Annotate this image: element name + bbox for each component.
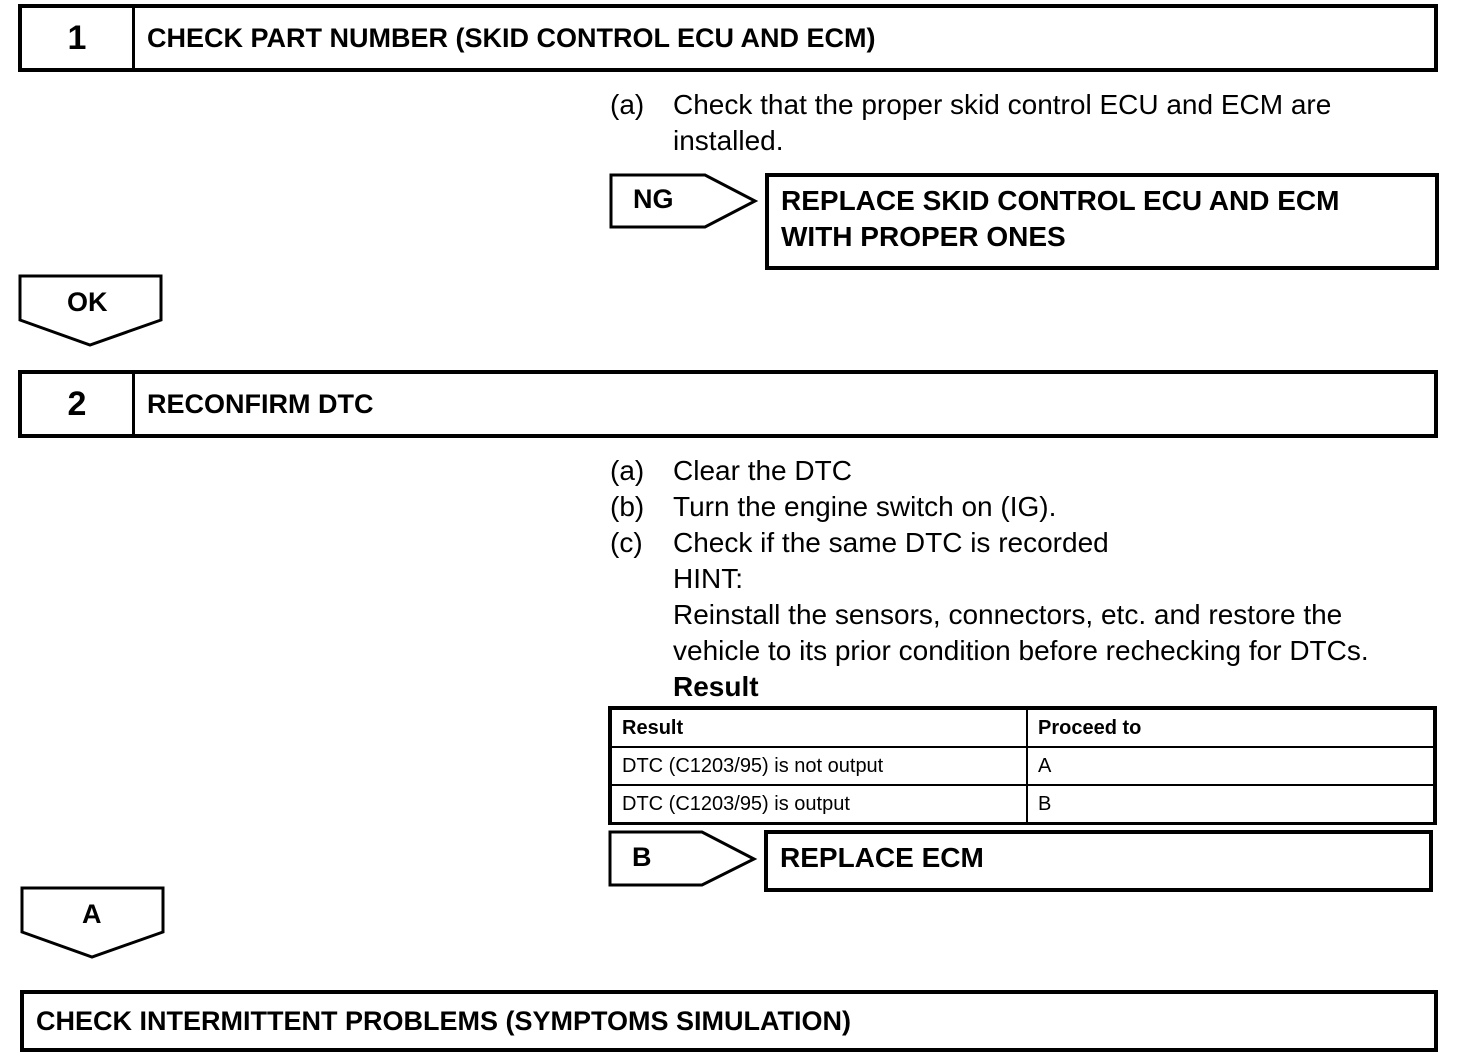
- instruction-label-a: (a): [610, 455, 645, 486]
- step-1-header: [18, 4, 1438, 72]
- instruction-label-c: (c): [610, 527, 643, 558]
- table-header-result: Result: [611, 709, 1027, 747]
- table-cell-proceed: A: [1027, 747, 1434, 785]
- table-row: [611, 785, 1434, 823]
- hint-label: HINT:: [673, 563, 743, 594]
- instruction-text-b: Turn the engine switch on (IG).: [673, 491, 1057, 522]
- b-action-box: [764, 830, 1433, 892]
- ng-label: NG: [633, 184, 674, 214]
- step-2-header: [18, 370, 1438, 438]
- table-cell-proceed: B: [1027, 785, 1434, 823]
- ng-action-line1: REPLACE SKID CONTROL ECU AND ECM: [781, 185, 1340, 216]
- table-header-proceed: Proceed to: [1027, 709, 1434, 747]
- ng-action-line2: WITH PROPER ONES: [781, 221, 1066, 252]
- step-1-instruction-a: [610, 87, 1440, 159]
- result-heading: Result: [673, 671, 759, 702]
- instruction-text-line1: Check that the proper skid control ECU and ECM are: [673, 89, 1332, 120]
- final-step-header: [20, 990, 1438, 1052]
- step-2-number: 2: [22, 374, 135, 434]
- table-cell-result: DTC (C1203/95) is output: [611, 785, 1027, 823]
- table-cell-result: DTC (C1203/95) is not output: [611, 747, 1027, 785]
- hint-text-line2: vehicle to its prior condition before rechecking for DTCs.: [673, 635, 1369, 666]
- step-1-number: 1: [22, 8, 135, 68]
- ng-action-box: [765, 173, 1439, 270]
- step-2-instructions: [610, 453, 1450, 705]
- ng-arrow-shape: [609, 173, 759, 229]
- result-table: [610, 708, 1435, 824]
- instruction-label: (a): [610, 89, 645, 120]
- instruction-text-line2: installed.: [673, 125, 784, 156]
- final-step-title: CHECK INTERMITTENT PROBLEMS (SYMPTOMS SIMULATION): [36, 1005, 851, 1036]
- instruction-text-c: Check if the same DTC is recorded: [673, 527, 1109, 558]
- table-header-row: [611, 709, 1434, 747]
- b-arrow-shape: [608, 830, 758, 888]
- step-1-title: CHECK PART NUMBER (SKID CONTROL ECU AND ECM): [147, 22, 876, 53]
- a-label: A: [82, 899, 102, 929]
- step-2-title: RECONFIRM DTC: [147, 388, 374, 419]
- table-row: [611, 747, 1434, 785]
- instruction-label-b: (b): [610, 491, 645, 522]
- hint-text-line1: Reinstall the sensors, connectors, etc. and restore the: [673, 599, 1343, 630]
- ok-label: OK: [67, 287, 108, 317]
- b-label: B: [632, 842, 652, 872]
- instruction-text-a: Clear the DTC: [673, 455, 852, 486]
- b-action-text: REPLACE ECM: [780, 842, 984, 873]
